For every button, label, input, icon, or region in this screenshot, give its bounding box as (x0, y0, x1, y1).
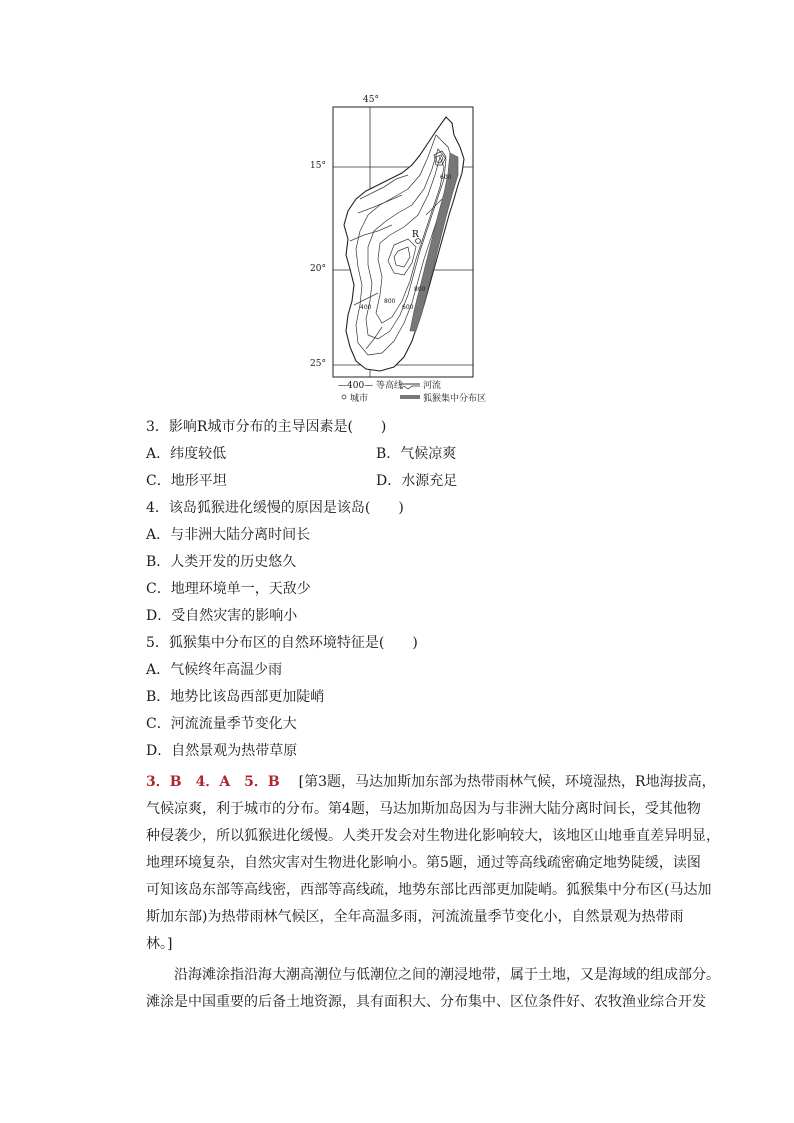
passage-line: 沿海滩涂指沿海大潮高潮位与低潮位之间的潮浸地带，属于土地，又是海域的组成部分。 (174, 967, 720, 983)
contour-label: 800 (384, 298, 396, 305)
latitude-label-20: 20° (310, 264, 326, 274)
madagascar-map-figure (308, 95, 518, 407)
legend-lemur-zone: 狐猴集中分布区 (423, 394, 487, 404)
answer-line: 林。] (146, 936, 173, 952)
answer-line: 斯加东部)为热带雨林气候区，全年高温多雨，河流流量季节变化小，自然景观为热带雨 (146, 909, 684, 925)
question-4-option-c: C．地理环境单一，天敌少 (146, 581, 311, 597)
question-5-option-d: D．自然景观为热带草原 (146, 743, 298, 759)
contour-label: 400 (360, 304, 372, 311)
city-r-label: R (412, 230, 419, 240)
latitude-label-15: 15° (310, 161, 326, 171)
madagascar-map (308, 95, 518, 407)
legend-river: 河流 (423, 381, 442, 391)
question-5-option-b: B．地势比该岛西部更加陡峭 (146, 689, 325, 705)
contour-label: 800 (414, 286, 426, 293)
answer-line: 地理环境复杂，自然灾害对生物进化影响小。第5题，通过等高线疏密确定地势陡缓，读图 (146, 855, 701, 871)
longitude-label: 45° (363, 95, 379, 105)
passage-line: 滩涂是中国重要的后备土地资源，具有面积大、分布集中、区位条件好、农牧渔业综合开发 (146, 994, 706, 1010)
question-3-stem: 3．影响R城市分布的主导因素是( ) (146, 419, 387, 435)
latitude-label-25: 25° (310, 359, 326, 369)
question-5-option-c: C．河流流量季节变化大 (146, 716, 297, 732)
legend-city: 城市 (350, 394, 369, 404)
question-4-option-a: A．与非洲大陆分离时间长 (146, 527, 311, 543)
question-4-option-d: D．受自然灾害的影响小 (146, 608, 298, 624)
question-3-option-d: D．水源充足 (376, 473, 458, 489)
answer-first-line (146, 772, 716, 792)
answer-line: 可知该岛东部等高线密，西部等高线疏，地势东部比西部更加陡峭。狐猴集中分布区(马达加 (146, 882, 712, 898)
question-3-option-c: C．地形平坦 (146, 473, 227, 489)
question-4-option-b: B．人类开发的历史悠久 (146, 554, 297, 570)
legend-contour: —400— 等高线 (338, 381, 404, 391)
island-outline (344, 117, 464, 371)
question-3-option-b: B．气候凉爽 (376, 446, 457, 462)
question-3-option-a: A．纬度较低 (146, 446, 227, 462)
answer-line: 种侵袭少，所以狐猴进化缓慢。人类开发会对生物进化影响较大，该地区山地垂直差异明显， (146, 828, 720, 844)
question-5-option-a: A．气候终年高温少雨 (146, 662, 283, 678)
contour-label: 600 (402, 304, 414, 311)
answer-keys: 3．B 4．A 5．B (146, 774, 280, 790)
question-5-stem: 5．狐猴集中分布区的自然环境特征是( ) (146, 635, 418, 651)
legend-city-symbol (342, 395, 346, 399)
question-4-stem: 4．该岛狐猴进化缓慢的原因是该岛( ) (146, 500, 404, 516)
contour-label: 600 (440, 174, 452, 181)
answer-line: [第3题，马达加斯加东部为热带雨林气候，环境湿热，R地海拔高， (298, 774, 716, 790)
legend-lemur-symbol (400, 395, 420, 399)
answer-line: 气候凉爽，利于城市的分布。第4题，马达加斯加岛因为与非洲大陆分离时间长，受其他物 (146, 801, 701, 817)
